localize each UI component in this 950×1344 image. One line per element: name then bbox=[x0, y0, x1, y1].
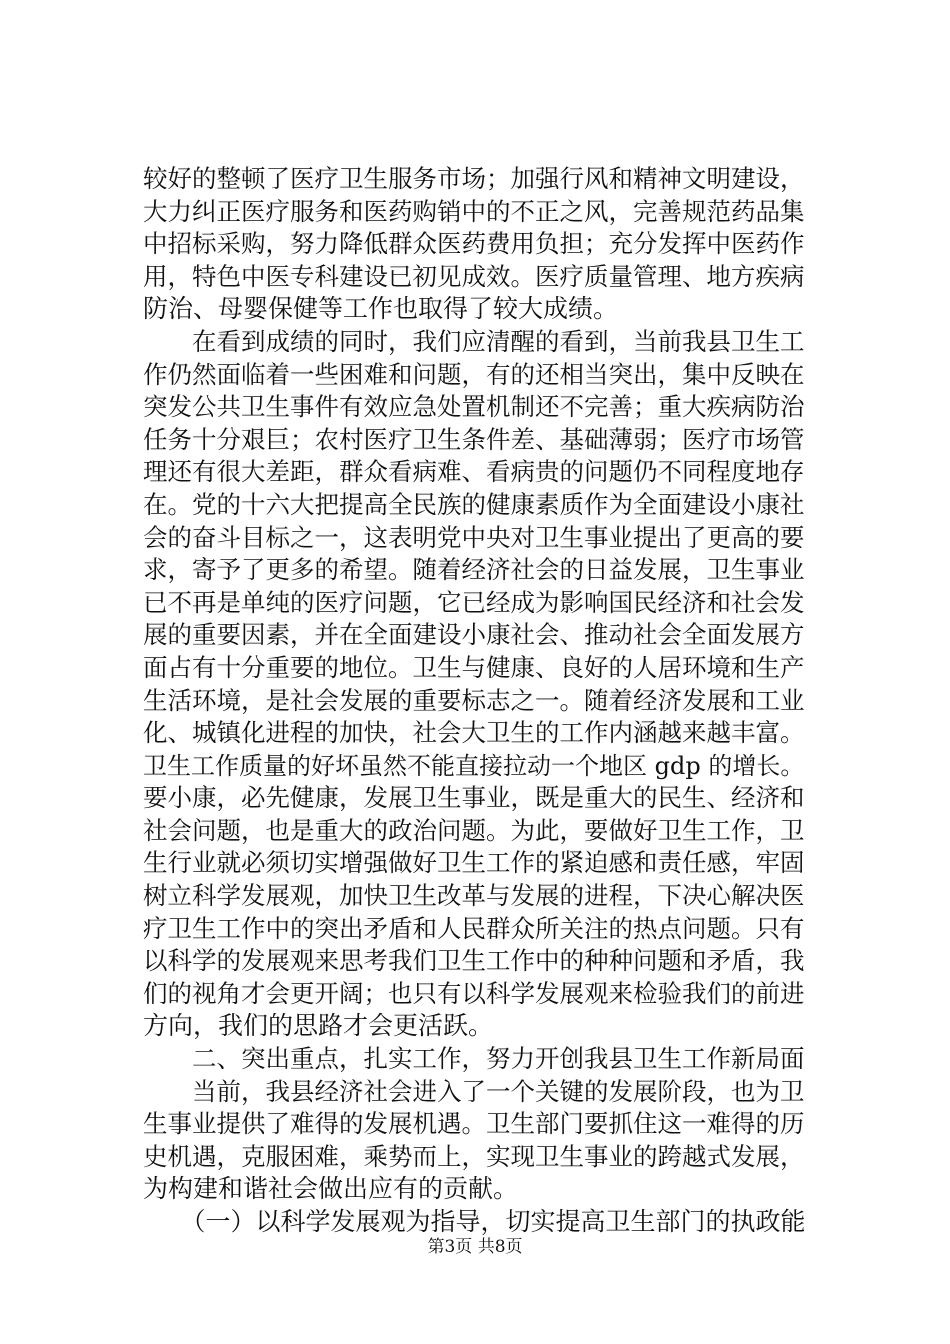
text-line: 已不再是单纯的医疗问题，它已经成为影响国民经济和社会发 bbox=[143, 587, 805, 617]
text-line: 用，特色中医专科建设已初见成效。医疗质量管理、地方疾病 bbox=[143, 261, 805, 291]
text-line: 生事业提供了难得的发展机遇。卫生部门要抓住这一难得的历 bbox=[143, 1109, 805, 1139]
text-line: 史机遇，克服困难，乘势而上，实现卫生事业的跨越式发展， bbox=[143, 1141, 805, 1171]
text-line: 中招标采购，努力降低群众医药费用负担；充分发挥中医药作 bbox=[143, 229, 805, 259]
text-line: 方向，我们的思路才会更活跃。 bbox=[143, 1011, 494, 1041]
text-line: 疗卫生工作中的突出矛盾和人民群众所关注的热点问题。只有 bbox=[143, 913, 805, 943]
text-line: 求，寄予了更多的希望。随着经济社会的日益发展，卫生事业 bbox=[143, 555, 805, 585]
text-line: 化、城镇化进程的加快，社会大卫生的工作内涵越来越丰富。 bbox=[143, 718, 805, 748]
text-line: 大力纠正医疗服务和医药购销中的不正之风，完善规范药品集 bbox=[143, 196, 805, 226]
text-line: 面占有十分重要的地位。卫生与健康、良好的人居环境和生产 bbox=[143, 652, 805, 682]
text-line: 展的重要因素，并在全面建设小康社会、推动社会全面发展方 bbox=[143, 620, 805, 650]
text-line: 生行业就必须切实增强做好卫生工作的紧迫感和责任感，牢固 bbox=[143, 848, 805, 878]
text-line: 社会问题，也是重大的政治问题。为此，要做好卫生工作，卫 bbox=[143, 815, 805, 845]
subsection-heading: （一）以科学发展观为指导，切实提高卫生部门的执政能 bbox=[143, 1207, 806, 1236]
text-line: 在看到成绩的同时，我们应清醒的看到，当前我县卫生工 bbox=[143, 326, 805, 356]
text-line: 较好的整顿了医疗卫生服务市场；加强行风和精神文明建设， bbox=[143, 164, 805, 193]
text-line: 在。党的十六大把提高全民族的健康素质作为全面建设小康社 bbox=[143, 489, 805, 519]
text-line: 以科学的发展观来思考我们卫生工作中的种种问题和矛盾，我 bbox=[143, 946, 805, 976]
text-line: 会的奋斗目标之一，这表明党中央对卫生事业提出了更高的要 bbox=[143, 522, 805, 552]
text-line: 突发公共卫生事件有效应急处置机制还不完善；重大疾病防治 bbox=[143, 392, 805, 422]
text-line: 防治、母婴保健等工作也取得了较大成绩。 bbox=[143, 294, 619, 324]
text-line: 们的视角才会更开阔；也只有以科学发展观来检验我们的前进 bbox=[143, 978, 805, 1008]
document-body bbox=[143, 163, 809, 1239]
page-footer: 第3页 共8页 bbox=[427, 1237, 523, 1257]
text-line: 作仍然面临着一些困难和问题，有的还相当突出，集中反映在 bbox=[143, 359, 805, 389]
text-line: 当前，我县经济社会进入了一个关键的发展阶段，也为卫 bbox=[143, 1076, 805, 1106]
text-line: 卫生工作质量的好坏虽然不能直接拉动一个地区 gdp 的增长。 bbox=[143, 751, 805, 780]
text-line: 要小康，必先健康，发展卫生事业，既是重大的民生、经济和 bbox=[143, 783, 805, 813]
text-line: 为构建和谐社会做出应有的贡献。 bbox=[143, 1174, 519, 1204]
text-line: 理还有很大差距，群众看病难、看病贵的问题仍不同程度地存 bbox=[143, 457, 805, 487]
section-heading: 二、突出重点，扎实工作，努力开创我县卫生工作新局面 bbox=[143, 1044, 805, 1074]
text-line: 树立科学发展观，加快卫生改革与发展的进程，下决心解决医 bbox=[143, 881, 805, 911]
text-line: 生活环境，是社会发展的重要标志之一。随着经济发展和工业 bbox=[143, 685, 805, 715]
text-line: 任务十分艰巨；农村医疗卫生条件差、基础薄弱；医疗市场管 bbox=[143, 424, 805, 454]
